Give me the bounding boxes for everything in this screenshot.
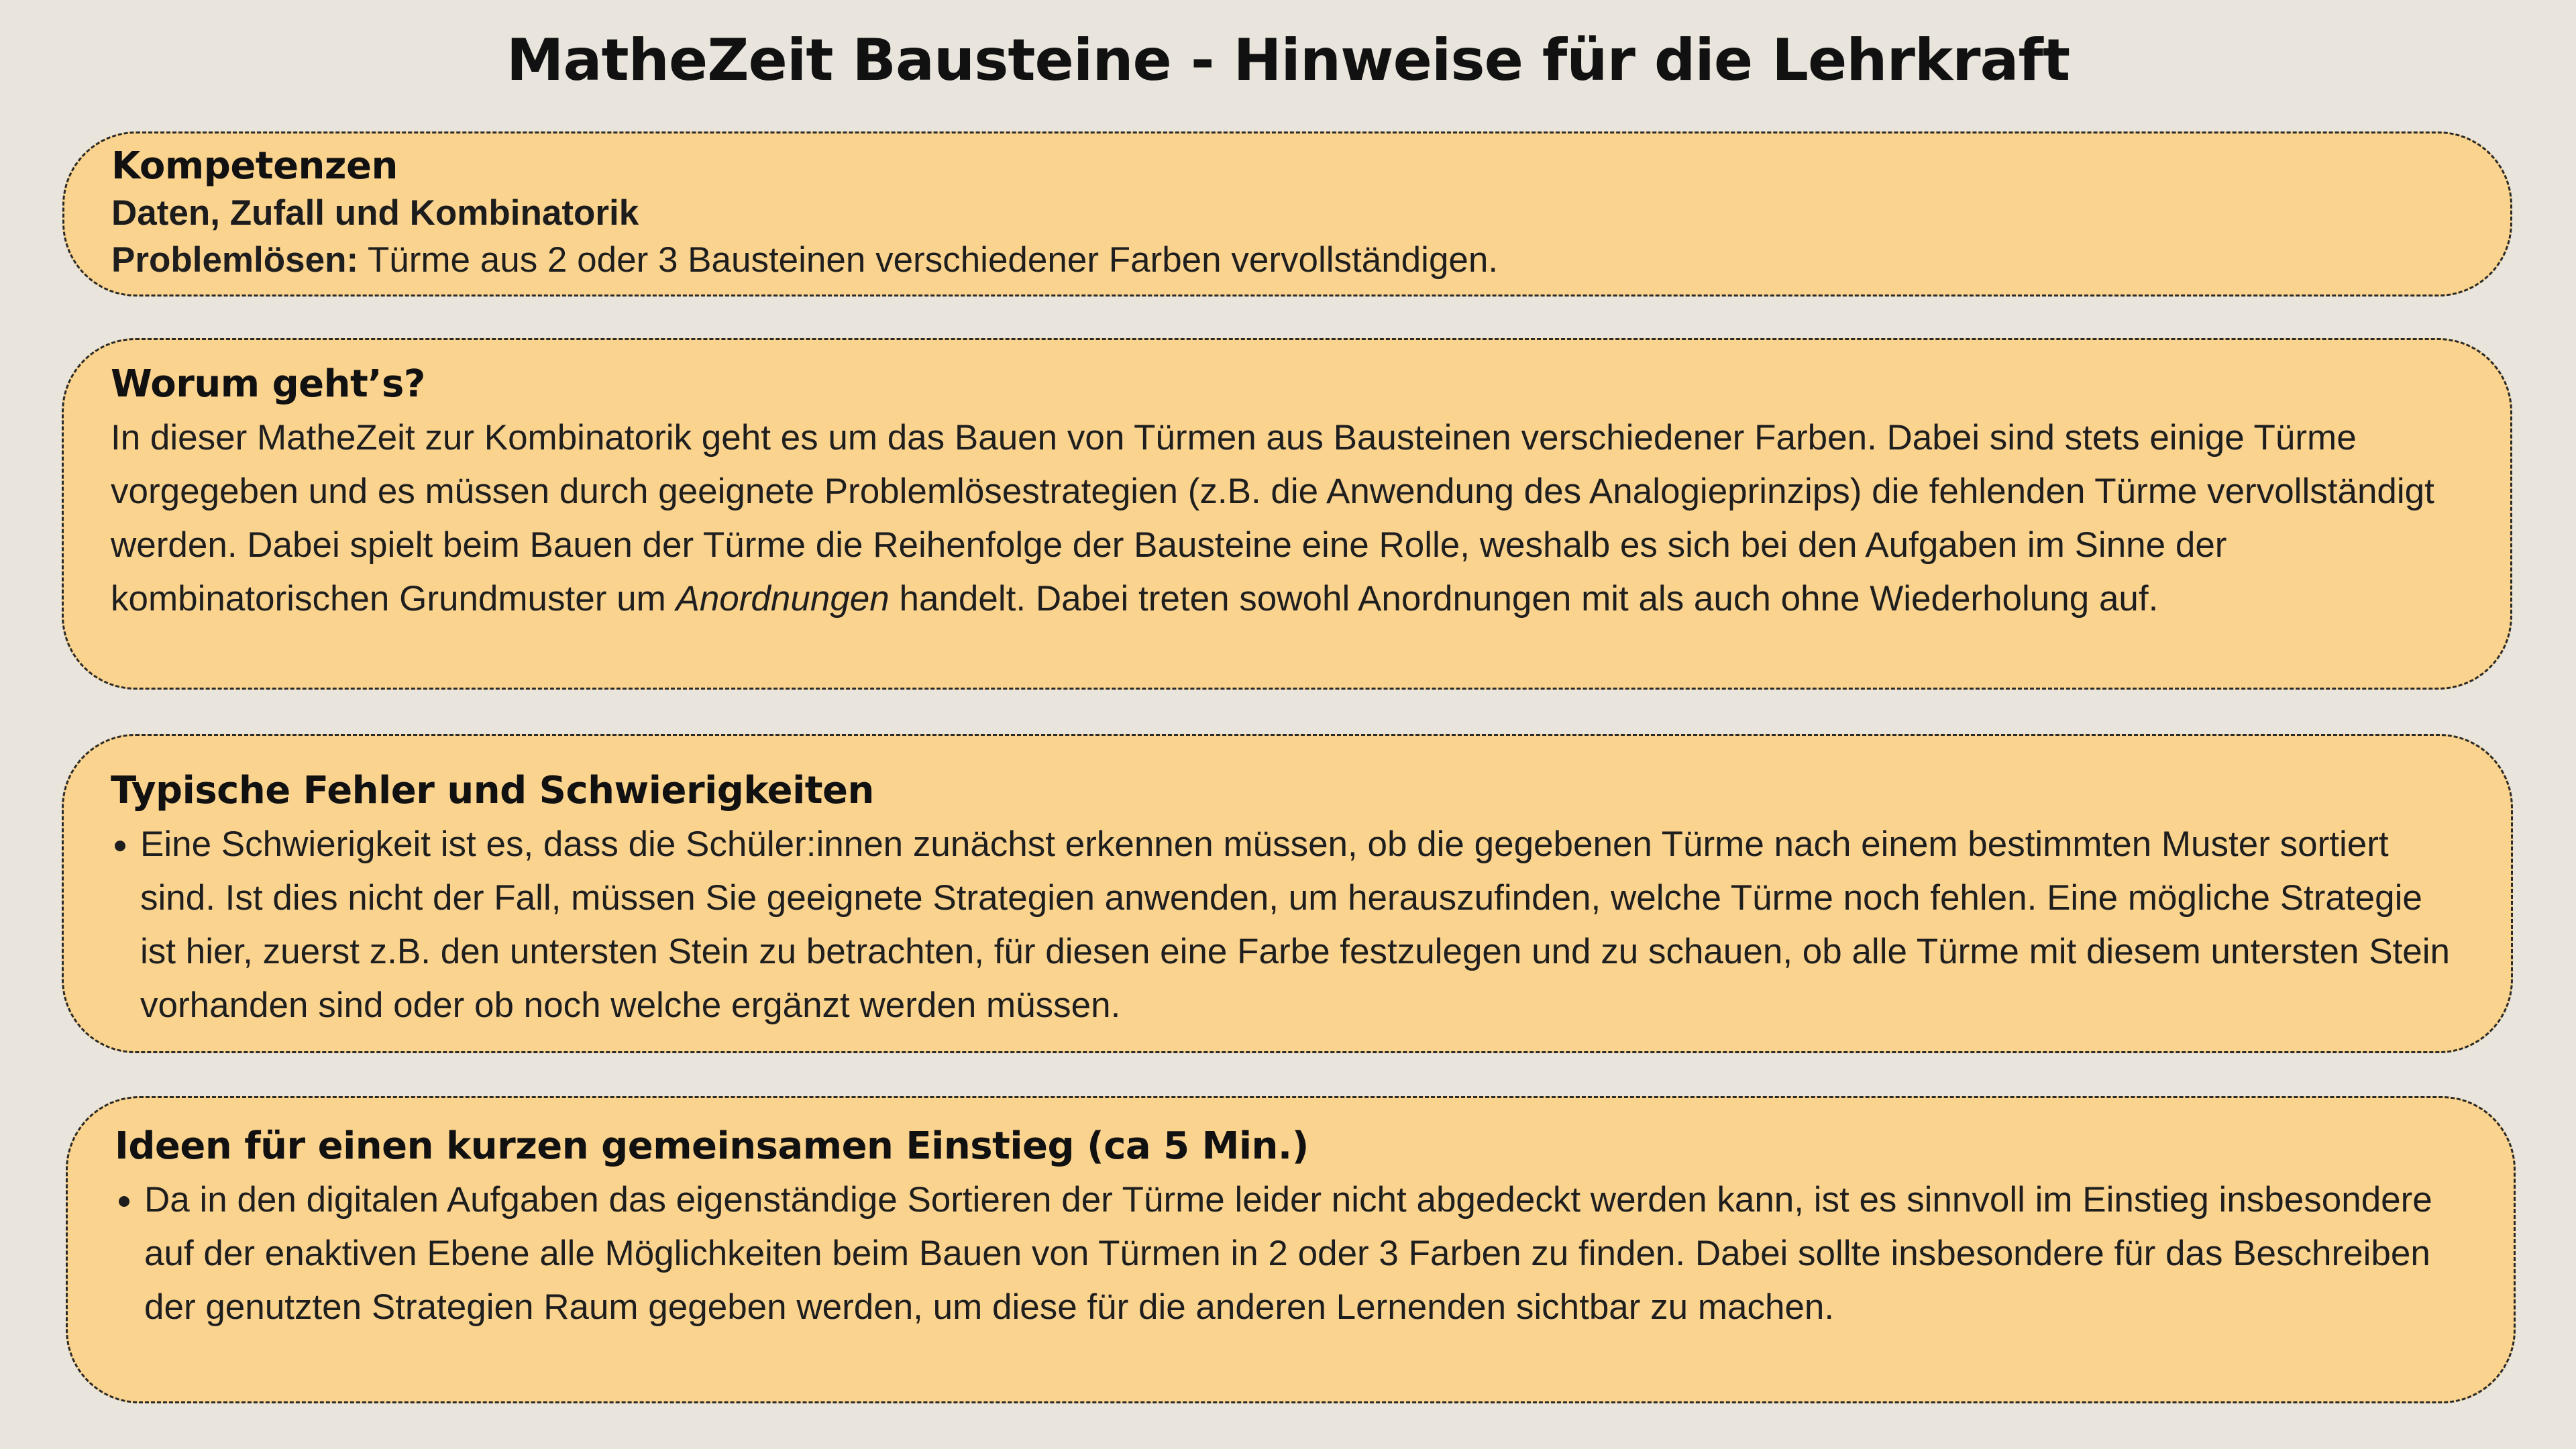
kompetenzen-subheading: Daten, Zufall und Kombinatorik (111, 193, 639, 233)
worum-heading: Worum geht’s? (111, 362, 425, 406)
problemloesen-label: Problemlösen: (111, 240, 359, 280)
ideen-list (115, 1173, 2453, 1334)
fehler-heading: Typische Fehler und Schwierigkeiten (111, 769, 874, 812)
worum-box (62, 338, 2512, 690)
ideen-heading: Ideen für einen kurzen gemeinsamen Einstieg (ca 5 Min.) (115, 1124, 1309, 1168)
fehler-box (62, 734, 2513, 1053)
fehler-list (111, 818, 2451, 1032)
problemloesen-line (111, 237, 2450, 284)
ideen-box (66, 1096, 2516, 1403)
worum-text-italic: Anordnungen (676, 579, 890, 619)
fehler-list-item: • Eine Schwierigkeit ist es, dass die Schüler:innen zunächst erkennen müssen, ob die gegebenen Türme nach einem bestimmten Muster sortiert sind. Ist dies nicht der Fall, müssen Sie geeignete Strategien anwenden, um herauszufinden, welche Türme noch fehlen. Eine mögliche Strategie ist hier, zuerst z.B. den untersten Stein zu betrachten, für diesen eine Farbe festzulegen und zu schauen, ob alle Türme mit diesem untersten Stein vorhanden sind oder ob noch welche ergänzt werden müssen. (140, 818, 2451, 1032)
worum-paragraph (111, 411, 2450, 626)
worum-text-after: handelt. Dabei treten sowohl Anordnungen mit als auch ohne Wiederholung auf. (889, 579, 2159, 619)
worum-text-before: In dieser MatheZeit zur Kombinatorik geht es um das Bauen von Türmen aus Bausteinen verschiedener Farben. Dabei sind stets einige Türme vorgegeben und es müssen durch geeignete Problemlösestrategien (z.B. die Anwendung des Analogieprinzips) die fehlenden Türme vervollständigt werden. Dabei spielt beim Bauen der Türme die Reihenfolge der Bausteine eine Rolle, weshalb es sich bei den Aufgaben im Sinne der kombinatorischen Grundmuster um (111, 418, 2434, 619)
problemloesen-text: Türme aus 2 oder 3 Bausteinen verschiedener Farben vervollständigen. (358, 240, 1499, 280)
page-title: MatheZeit Bausteine - Hinweise für die Lehrkraft (506, 27, 2070, 94)
ideen-list-item: • Da in den digitalen Aufgaben das eigenständige Sortieren der Türme leider nicht abgedeckt werden kann, ist es sinnvoll im Einstieg insbesondere auf der enaktiven Ebene alle Möglichkeiten beim Bauen von Türmen in 2 oder 3 Farben zu finden. Dabei sollte insbesondere für das Beschreiben der genutzten Strategien Raum gegeben werden, um diese für die anderen Lernenden sichtbar zu machen. (144, 1173, 2453, 1334)
kompetenzen-heading: Kompetenzen (111, 144, 398, 188)
kompetenzen-box (62, 131, 2512, 297)
